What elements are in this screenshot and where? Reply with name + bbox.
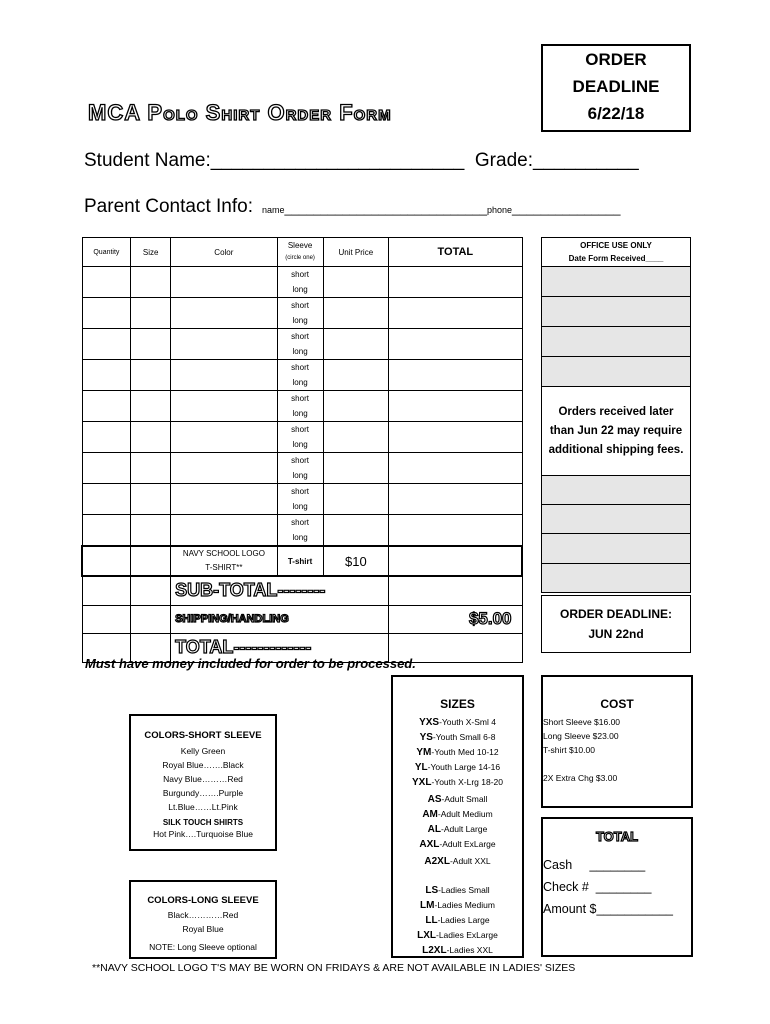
subtotal-blank-2	[131, 576, 171, 605]
color-cell[interactable]	[171, 360, 278, 391]
header-sleeve-note: (circle one)	[285, 255, 315, 261]
navy-size-cell[interactable]	[131, 546, 171, 576]
size-desc: -Adult ExLarge	[439, 839, 496, 849]
size-code: LS	[425, 885, 439, 896]
sleeve-option[interactable]: long	[292, 502, 308, 511]
footer-note: **NAVY SCHOOL LOGO T'S MAY BE WORN ON FRIDAYS & ARE NOT AVAILABLE IN LADIES' SIZES	[92, 962, 576, 974]
size-item	[393, 928, 522, 943]
quantity-cell[interactable]	[82, 422, 131, 453]
header-size: Size	[131, 238, 171, 267]
color-cell[interactable]	[171, 422, 278, 453]
size-code: A2XL	[424, 856, 450, 867]
amount-line[interactable]: Amount $___________	[543, 902, 673, 916]
table-row	[82, 422, 522, 453]
sleeve-option[interactable]: long	[292, 471, 308, 480]
size-code: AL	[427, 824, 442, 835]
office-deadline-line-2: JUN 22nd	[588, 627, 644, 641]
navy-type: T-shirt	[277, 546, 323, 576]
office-deadline-line-1: ORDER DEADLINE:	[559, 607, 672, 621]
parent-contact-fields[interactable]	[262, 201, 620, 216]
size-cell[interactable]	[131, 422, 171, 453]
total-cell[interactable]	[389, 360, 522, 391]
sleeve-cell[interactable]	[277, 360, 323, 391]
cost-item: Short Sleeve $16.00	[543, 717, 621, 727]
check-line[interactable]: Check # ________	[543, 880, 652, 894]
sleeve-cell[interactable]	[277, 484, 323, 515]
unit-price-cell[interactable]	[323, 453, 389, 484]
table-header-row	[82, 238, 522, 267]
sleeve-option[interactable]: long	[292, 347, 308, 356]
quantity-cell[interactable]	[82, 298, 131, 329]
office-cell	[542, 357, 691, 387]
office-cell	[542, 534, 691, 564]
sleeve-option[interactable]: short	[291, 425, 309, 434]
subtotal-row	[82, 576, 522, 605]
sleeve-option[interactable]: long	[292, 440, 308, 449]
parent-phone-line[interactable]: _______________	[512, 201, 621, 216]
unit-price-cell[interactable]	[323, 391, 389, 422]
colors-long-line-2: Royal Blue	[182, 924, 224, 934]
size-code: YL	[414, 762, 428, 773]
size-desc: -Ladies XXL	[446, 945, 493, 955]
parent-name-line[interactable]: ____________________________	[284, 201, 487, 216]
unit-price-cell[interactable]	[323, 267, 389, 298]
size-cell[interactable]	[131, 360, 171, 391]
cost-title: COST	[600, 697, 634, 711]
table-row	[82, 329, 522, 360]
unit-price-cell[interactable]	[323, 329, 389, 360]
size-desc: -Adult Small	[441, 794, 488, 804]
size-code: AM	[422, 809, 438, 820]
color-option: Burgundy…….Purple	[162, 788, 244, 798]
table-row	[82, 484, 522, 515]
header-sleeve	[277, 238, 323, 267]
cash-line[interactable]: Cash ________	[543, 858, 646, 872]
size-desc: -Adult Medium	[437, 809, 493, 819]
table-row	[82, 391, 522, 422]
size-item	[393, 898, 522, 913]
table-row	[82, 453, 522, 484]
quantity-cell[interactable]	[82, 267, 131, 298]
quantity-cell[interactable]	[82, 391, 131, 422]
size-code: YS	[419, 732, 433, 743]
color-cell[interactable]	[171, 453, 278, 484]
sleeve-cell[interactable]	[277, 515, 323, 547]
size-cell[interactable]	[131, 484, 171, 515]
quantity-cell[interactable]	[82, 360, 131, 391]
color-cell[interactable]	[171, 391, 278, 422]
office-row	[542, 505, 691, 534]
colors-short-title: COLORS-SHORT SLEEVE	[144, 730, 262, 741]
office-cell	[542, 564, 691, 593]
size-cell[interactable]	[131, 298, 171, 329]
sleeve-cell[interactable]	[277, 422, 323, 453]
size-desc: -Youth X-Sml 4	[439, 717, 496, 727]
colors-long-title: COLORS-LONG SLEEVE	[147, 895, 259, 906]
size-code: YXS	[419, 717, 440, 728]
total-cell[interactable]	[389, 515, 522, 547]
sleeve-cell[interactable]	[277, 329, 323, 360]
office-deadline-box	[541, 595, 691, 653]
subtotal-cell[interactable]	[389, 576, 522, 605]
size-desc: -Adult XXL	[449, 856, 491, 866]
size-cell[interactable]	[131, 515, 171, 547]
header-quantity: Quantity	[82, 238, 131, 267]
sleeve-option[interactable]: long	[292, 533, 308, 542]
sleeve-option[interactable]: short	[291, 394, 309, 403]
size-desc: -Ladies Small	[438, 885, 490, 895]
cost-list	[543, 715, 691, 785]
total-payment-box	[541, 817, 693, 957]
colors-long-box	[129, 880, 277, 959]
colors-short-list	[131, 744, 275, 814]
total-cell[interactable]	[389, 453, 522, 484]
table-row	[82, 267, 522, 298]
parent-name-label: name	[262, 205, 285, 215]
office-notice: Orders received later than Jun 22 may require additional shipping fees.	[542, 387, 691, 476]
navy-price: $10	[323, 546, 389, 576]
sleeve-option[interactable]: short	[291, 301, 309, 310]
office-row	[542, 327, 691, 357]
sleeve-option[interactable]: long	[292, 316, 308, 325]
sleeve-cell[interactable]	[277, 453, 323, 484]
silk-touch-title: SILK TOUCH SHIRTS	[162, 818, 244, 827]
colors-long-line-1: Black…………Red	[167, 910, 239, 920]
unit-price-cell[interactable]	[323, 422, 389, 453]
parent-contact-label: Parent Contact Info:	[84, 196, 253, 217]
size-item	[393, 715, 522, 730]
sizes-box	[391, 675, 524, 958]
header-sleeve-label: Sleeve	[287, 241, 313, 250]
unit-price-cell[interactable]	[323, 298, 389, 329]
size-cell[interactable]	[131, 267, 171, 298]
office-use-only-label: OFFICE USE ONLY	[580, 241, 652, 250]
office-row	[542, 476, 691, 505]
size-cell[interactable]	[131, 453, 171, 484]
order-rows	[82, 267, 522, 547]
office-row	[542, 357, 691, 387]
total-payment-title: TOTAL	[595, 829, 639, 844]
color-option: Royal Blue…….Black	[162, 760, 244, 770]
size-item	[393, 745, 522, 760]
money-note: Must have money included for order to be processed.	[85, 656, 416, 671]
sleeve-option[interactable]: long	[292, 409, 308, 418]
size-item	[393, 792, 522, 807]
office-cell	[542, 327, 691, 357]
navy-total-cell[interactable]	[389, 546, 522, 576]
size-item	[393, 883, 522, 898]
size-code: LM	[420, 900, 435, 911]
sleeve-cell[interactable]	[277, 298, 323, 329]
order-deadline-box	[541, 44, 691, 132]
size-desc: -Youth Large 14-16	[427, 762, 501, 772]
order-table	[81, 237, 523, 663]
subtotal-blank-1	[82, 576, 131, 605]
colors-short-box	[129, 714, 277, 851]
total-cell[interactable]	[389, 267, 522, 298]
shipping-blank-1	[82, 605, 131, 633]
size-item	[393, 822, 522, 837]
size-item	[393, 760, 522, 775]
cost-item: 2X Extra Chg $3.00	[543, 773, 618, 783]
color-cell[interactable]	[171, 329, 278, 360]
office-header	[542, 238, 691, 267]
date-received-label: Date Form Received____	[568, 254, 664, 263]
quantity-cell[interactable]	[82, 453, 131, 484]
size-cell[interactable]	[131, 391, 171, 422]
size-item	[393, 943, 522, 958]
navy-shirt-row	[82, 546, 522, 576]
quantity-cell[interactable]	[82, 329, 131, 360]
quantity-cell[interactable]	[82, 484, 131, 515]
office-rows	[542, 267, 691, 593]
size-item	[393, 730, 522, 745]
size-desc: -Youth Small 6-8	[432, 732, 496, 742]
color-option: Lt.Blue……Lt.Pink	[168, 802, 238, 812]
sleeve-option[interactable]: long	[292, 378, 308, 387]
size-item	[393, 854, 522, 869]
total-cell[interactable]	[389, 422, 522, 453]
silk-touch-line: Hot Pink….Turquoise Blue	[153, 829, 253, 839]
size-code: AXL	[419, 839, 440, 850]
unit-price-cell[interactable]	[323, 360, 389, 391]
office-cell	[542, 505, 691, 534]
sizes-title: SIZES	[440, 697, 475, 711]
size-code: L2XL	[422, 945, 447, 956]
subtotal-label: SUB-TOTAL--------	[171, 576, 389, 605]
sleeve-option[interactable]: short	[291, 270, 309, 279]
size-desc: -Ladies Medium	[434, 900, 495, 910]
office-row	[542, 267, 691, 297]
size-item	[393, 775, 522, 790]
office-row	[542, 387, 691, 476]
office-cell	[542, 476, 691, 505]
office-row	[542, 534, 691, 564]
parent-phone-label: phone	[486, 205, 512, 215]
size-desc: -Youth Med 10-12	[431, 747, 499, 757]
table-row	[82, 515, 522, 547]
shipping-price: $5.00	[389, 605, 522, 633]
student-name-grade-line[interactable]: Student Name:________________________ Grade:__________	[84, 150, 639, 171]
sizes-list	[393, 715, 522, 958]
sleeve-option[interactable]: short	[291, 456, 309, 465]
cost-box	[541, 675, 693, 808]
deadline-line-1: ORDER	[585, 50, 647, 69]
size-desc: -Adult Large	[441, 824, 488, 834]
navy-item-label: NAVY SCHOOL LOGO T-SHIRT**	[171, 546, 278, 576]
office-cell	[542, 297, 691, 327]
size-code: AS	[427, 794, 442, 805]
header-unit-price: Unit Price	[323, 238, 389, 267]
size-code: LL	[425, 915, 438, 926]
unit-price-cell[interactable]	[323, 515, 389, 547]
deadline-line-2: DEADLINE	[572, 77, 660, 96]
sleeve-option[interactable]: long	[292, 285, 308, 294]
navy-qty-cell[interactable]	[82, 546, 131, 576]
sleeve-option[interactable]: short	[291, 518, 309, 527]
size-item	[393, 807, 522, 822]
size-code: LXL	[417, 930, 436, 941]
size-desc: -Youth X-Lrg 18-20	[431, 777, 503, 787]
header-total: TOTAL	[389, 238, 522, 267]
total-cell[interactable]	[389, 298, 522, 329]
office-row	[542, 564, 691, 593]
color-option: Kelly Green	[180, 746, 226, 756]
cost-item	[543, 757, 691, 771]
color-option: Navy Blue………Red	[163, 774, 243, 784]
size-item	[393, 837, 522, 852]
shipping-row	[82, 605, 522, 633]
office-use-table	[541, 237, 691, 593]
color-cell[interactable]	[171, 298, 278, 329]
color-cell[interactable]	[171, 267, 278, 298]
header-color: Color	[171, 238, 278, 267]
sleeve-cell[interactable]	[277, 391, 323, 422]
total-cell[interactable]	[389, 391, 522, 422]
total-cell[interactable]	[389, 329, 522, 360]
quantity-cell[interactable]	[82, 515, 131, 547]
page-title: MCA Polo Shirt Order Form	[88, 100, 392, 125]
size-cell[interactable]	[131, 329, 171, 360]
office-cell	[542, 267, 691, 297]
deadline-line-3: 6/22/18	[587, 104, 645, 123]
office-row	[542, 297, 691, 327]
color-cell[interactable]	[171, 515, 278, 547]
size-item	[393, 913, 522, 928]
sleeve-option[interactable]: short	[291, 332, 309, 341]
colors-long-note: NOTE: Long Sleeve optional	[149, 942, 257, 952]
total-label: TOTAL-------------	[171, 633, 389, 662]
sleeve-cell[interactable]	[277, 267, 323, 298]
cost-item: T-shirt $10.00	[543, 745, 595, 755]
size-desc: -Ladies Large	[437, 915, 490, 925]
size-code: YXL	[412, 777, 432, 788]
unit-price-cell[interactable]	[323, 484, 389, 515]
color-cell[interactable]	[171, 484, 278, 515]
size-desc: -Ladies ExLarge	[435, 930, 498, 940]
sleeve-option[interactable]: short	[291, 363, 309, 372]
shipping-blank-2	[131, 605, 171, 633]
size-code: YM	[416, 747, 432, 758]
cost-item: Long Sleeve $23.00	[543, 731, 619, 741]
office-header-row	[542, 238, 691, 267]
table-row	[82, 360, 522, 391]
shipping-label: SHIPPING/HANDLING	[171, 605, 389, 633]
total-cell[interactable]	[389, 484, 522, 515]
table-row	[82, 298, 522, 329]
sleeve-option[interactable]: short	[291, 487, 309, 496]
